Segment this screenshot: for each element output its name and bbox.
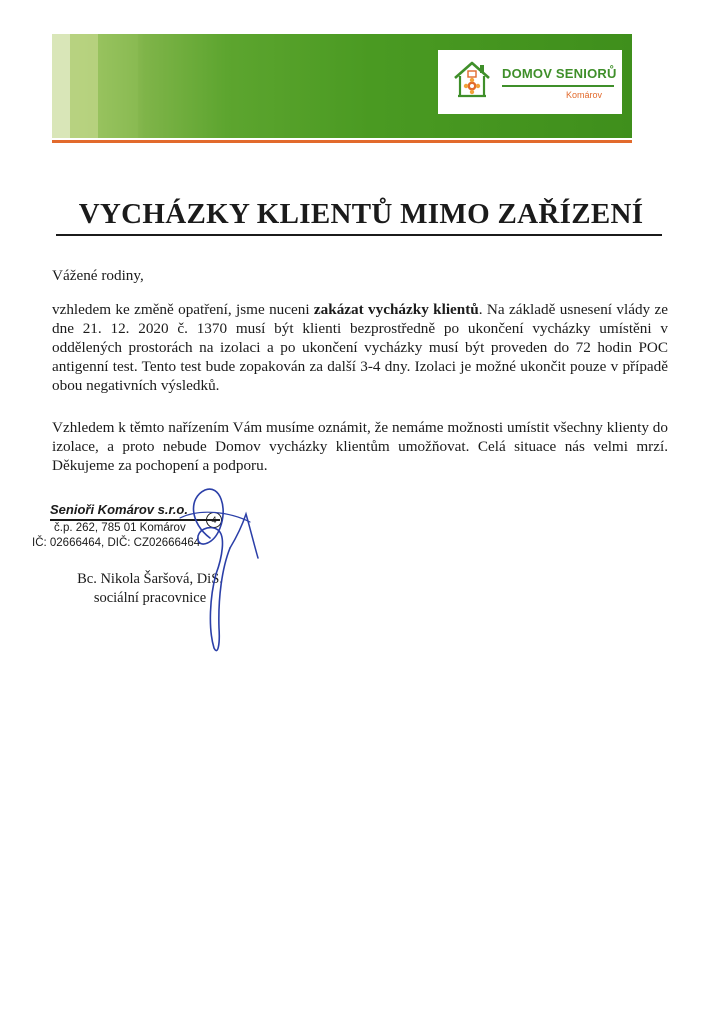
banner-stripe xyxy=(98,34,138,138)
paragraph-restriction xyxy=(52,300,668,395)
house-logo-icon xyxy=(452,58,492,102)
document-title: VYCHÁZKY KLIENTŮ MIMO ZAŘÍZENÍ xyxy=(78,198,644,230)
letterhead-rule xyxy=(52,140,632,143)
stamp-number: 4 xyxy=(206,512,222,528)
handwritten-signature xyxy=(170,478,290,658)
greeting: Vážené rodiny, xyxy=(52,267,144,284)
title-underline xyxy=(56,234,662,236)
paragraph-text: . Na základě usnesení vlády ze dne 21. 12. 2020 č. 1370 musí být klienti bezprostředně po ukončení vycházky umístěni v oddělených prostorách na izolaci a po ukončení vycházky musí být proveden do 72 hodin POC antigenní test. Tento test bude zopakován za další 3-4 dny. Izolaci je možné ukončit pouze v případě obou negativních výsledků. xyxy=(52,301,668,394)
logo xyxy=(438,50,622,114)
stamp-ids: IČ: 02666464, DIČ: CZ02666464 xyxy=(32,537,201,549)
logo-divider xyxy=(502,85,614,87)
signatory-role: sociální pracovnice xyxy=(93,590,207,606)
signatory-name: Bc. Nikola Šaršová, DiS. xyxy=(77,571,223,587)
paragraph-emphasis: zakázat vycházky klientů xyxy=(313,301,479,318)
banner-stripe xyxy=(52,34,70,138)
logo-title: DOMOV SENIORŮ xyxy=(502,66,617,81)
stamp-address: č.p. 262, 785 01 Komárov xyxy=(54,522,186,534)
paragraph-text: vzhledem ke změně opatření, jsme nuceni xyxy=(52,301,314,318)
paragraph-announcement: Vzhledem k těmto nařízením Vám musíme oznámit, že nemáme možnosti umístit všechny klienty do izolace, a proto nebude Domov vycházky klientům umožňovat. Celá situace nás velmi mrzí. Děkujeme za pochopení a podporu. xyxy=(52,419,668,474)
stamp-company-name: Senioři Komárov s.r.o. xyxy=(50,502,188,517)
letterhead-banner xyxy=(52,34,632,138)
banner-stripe xyxy=(70,34,98,138)
logo-subtitle: Komárov xyxy=(566,90,603,100)
